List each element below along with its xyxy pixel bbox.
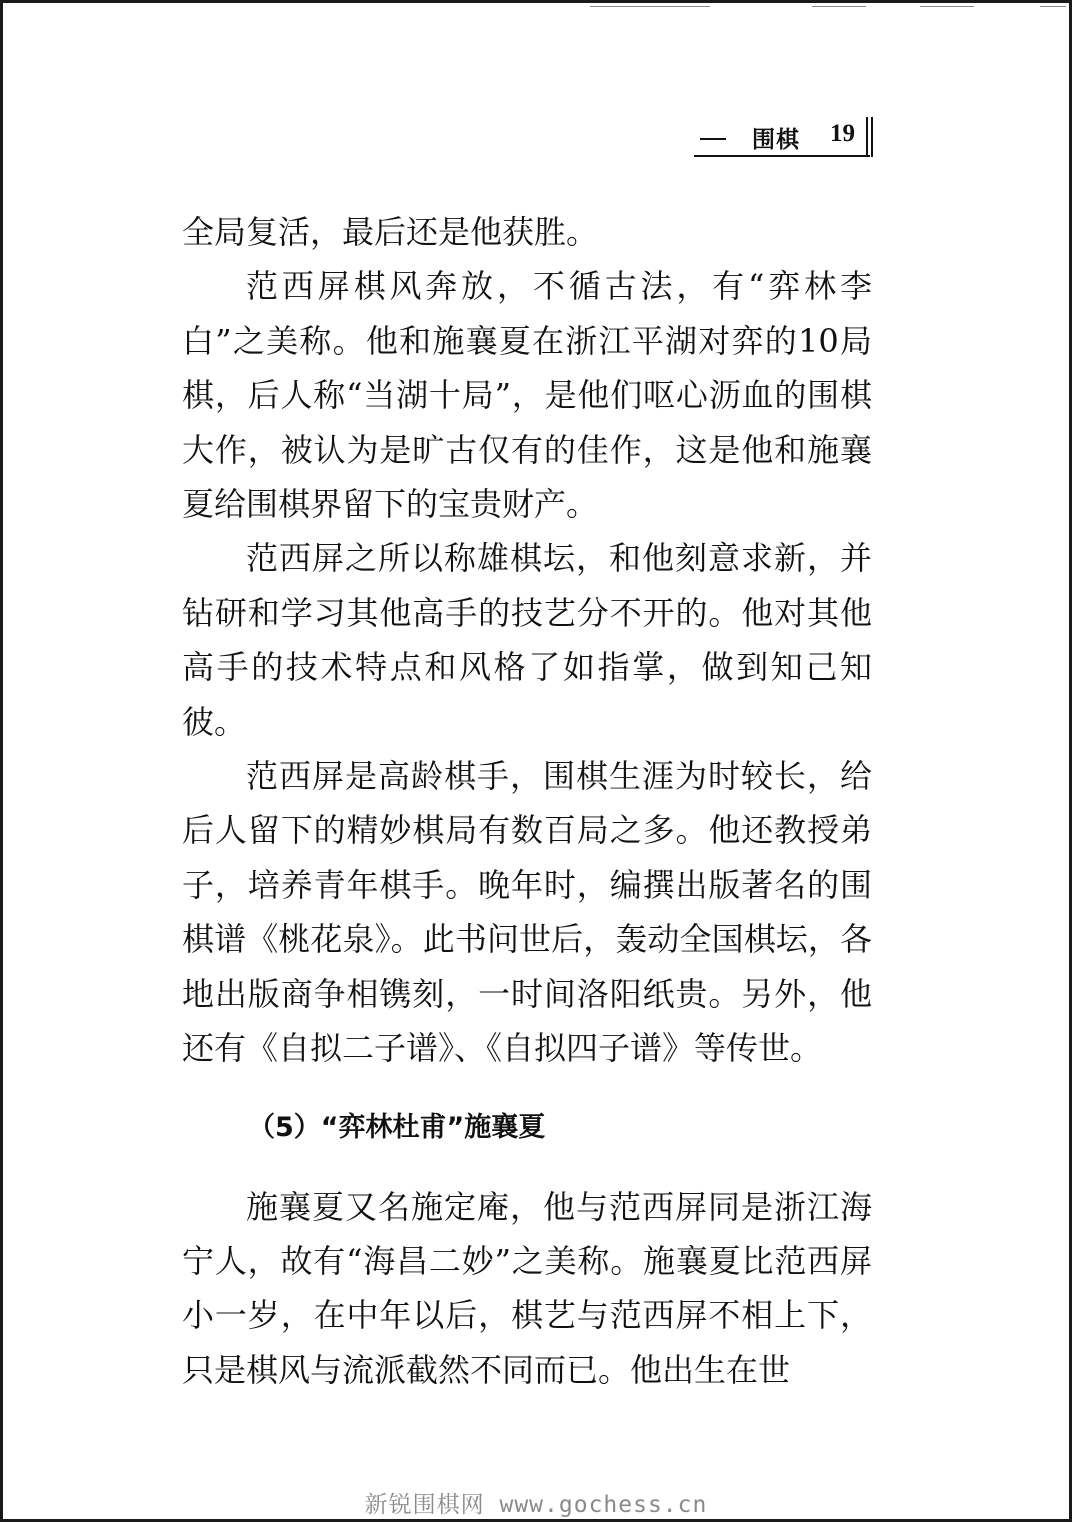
paragraph-continuation: 全局复活，最后还是他获胜。 — [182, 213, 599, 251]
watermark: 新锐围棋网 www.gochess.cn — [364, 1492, 708, 1518]
header-rule — [694, 155, 870, 157]
chapter-mark-text — [700, 117, 701, 118]
running-header — [694, 117, 874, 157]
paragraph: 施襄夏又名施定庵，他与范西屏同是浙江海宁人，故有“海昌二妙”之美称。施襄夏比范西屏小一岁，在中年以后，棋艺与范西屏不相上下，只是棋风与流派截然不同而已。他出生在世 — [182, 1187, 872, 1389]
scan-edge-line — [590, 6, 710, 7]
chapter-title: 围棋 — [752, 127, 800, 153]
section-heading: （5）“弈林杜甫”施襄夏 — [248, 1111, 546, 1143]
paragraph: 范西屏是高龄棋手，围棋生涯为时较长，给后人留下的精妙棋局有数百局之多。他还教授弟子，培养青年棋手。晚年时，编撰出版著名的围棋谱《桃花泉》。此书问世后，轰动全国棋坛，各地出版商争相镌刻，一时间洛阳纸贵。另外，他还有《自拟二子谱》、《自拟四子谱》等传世。 — [182, 757, 872, 1068]
chapter-mark — [700, 138, 726, 140]
scan-edge-line — [812, 6, 866, 7]
page-number: 19 — [830, 120, 855, 147]
scan-edge-line — [1040, 6, 1066, 7]
body-text — [182, 205, 872, 1397]
header-bar — [871, 117, 873, 157]
scan-edge-line — [920, 6, 974, 7]
paragraph: 范西屏之所以称雄棋坛，和他刻意求新，并钻研和学习其他高手的技艺分不开的。他对其他高手的技术特点和风格了如指掌，做到知己知彼。 — [182, 539, 872, 741]
header-bar — [866, 117, 868, 157]
paragraph: 范西屏棋风奔放，不循古法，有“弈林李白”之美称。他和施襄夏在浙江平湖对弈的10局棋，后人称“当湖十局”，是他们呕心沥血的围棋大作，被认为是旷古仅有的佳作，这是他和施襄夏给围棋界留下的宝贵财产。 — [182, 267, 872, 524]
